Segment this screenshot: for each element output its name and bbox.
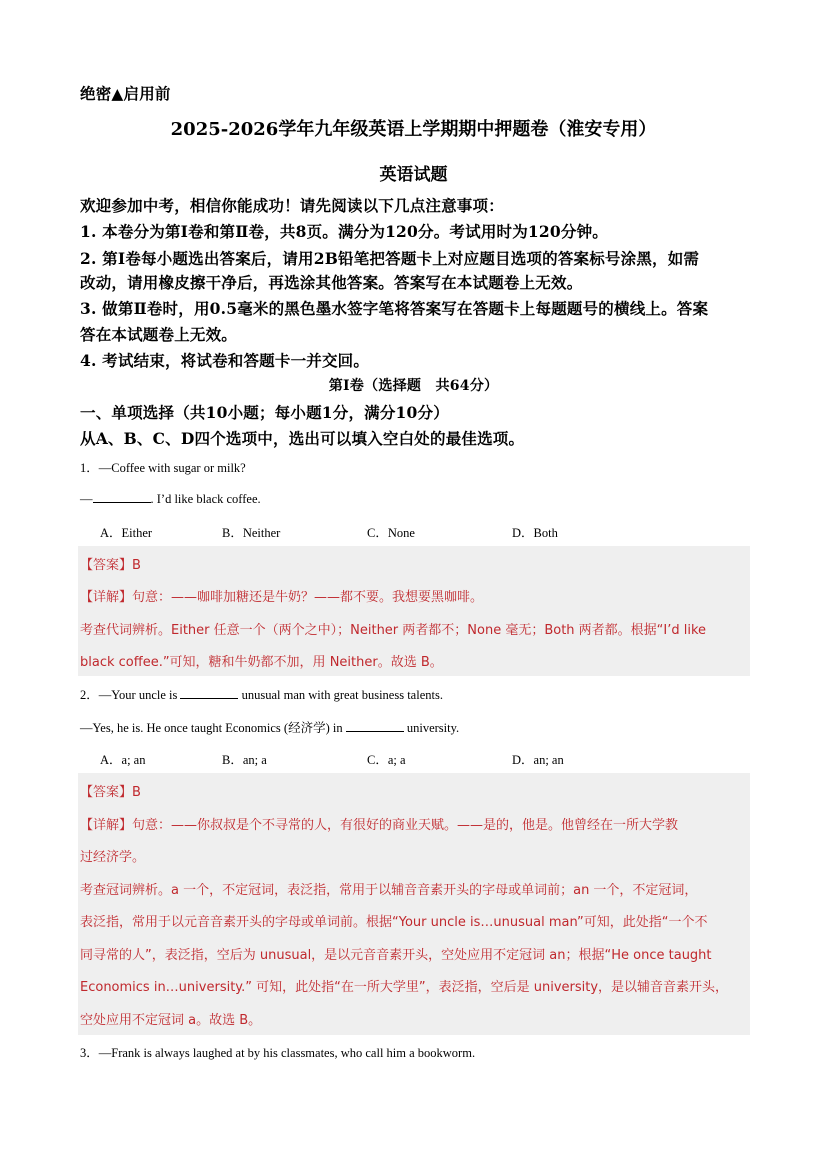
q2-line2-pre: —Yes, he is. He once taught Economics (经济学) in: [80, 721, 346, 735]
q2-explanation-2: 表泛指，常用于以元音音素开头的字母或单词前。根据“Your uncle is…unusual man”可知，此处指“一个不: [80, 915, 708, 930]
note-2b: 改动，请用橡皮擦干净后，再选涂其他答案。答案写在本试题卷上无效。: [80, 273, 583, 292]
q1-detail: 【详解】句意：——咖啡加糖还是牛奶？——都不要。我想要黑咖啡。: [80, 590, 484, 605]
section-instruction: 从A、B、C、D四个选项中，选出可以填入空白处的最佳选项。: [80, 429, 525, 448]
q2-detail-1: 【详解】句意：——你叔叔是个不寻常的人，有很好的商业天赋。——是的，他是。他曾经在一所大学教: [80, 818, 679, 833]
note-3b: 答在本试题卷上无效。: [80, 325, 238, 344]
q2-line1-pre: 2．—Your uncle is: [80, 688, 181, 702]
q1-line1: 1．—Coffee with sugar or milk?: [80, 461, 246, 475]
exam-title: 2025-2026学年九年级英语上学期期中押题卷（淮安专用）: [170, 119, 657, 140]
q2-answer-block: [78, 773, 750, 1035]
q1-line2-post: . I’d like black coffee.: [150, 492, 261, 506]
q2-option-a: A．a; an: [100, 753, 146, 767]
q1-option-b: B．Neither: [222, 526, 281, 540]
q1-option-c: C．None: [367, 526, 415, 540]
notes-intro: 欢迎参加中考，相信你能成功！请先阅读以下几点注意事项：: [80, 196, 504, 215]
q2-explanation-1: 考查冠词辨析。a 一个，不定冠词，表泛指，常用于以辅音音素开头的字母或单词前；an 一个，不定冠词，: [80, 883, 698, 898]
q2-answer: 【答案】B: [80, 785, 141, 800]
part-heading: 第Ⅰ卷（选择题 共64分）: [328, 378, 499, 394]
q2-blank-1: [180, 686, 238, 699]
q2-line2-post: university.: [403, 721, 460, 735]
q2-explanation-3: 同寻常的人”，表泛指，空后为 unusual，是以元音音素开头，空处应用不定冠词 an；根据“He once taught: [80, 948, 712, 963]
q1-option-d: D．Both: [512, 526, 558, 540]
note-4: 4. 考试结束，将试卷和答题卡一并交回。: [80, 351, 370, 370]
note-1: 1. 本卷分为第Ⅰ卷和第Ⅱ卷，共8页。满分为120分。考试用时为120分钟。: [80, 222, 608, 241]
q1-answer: 【答案】B: [80, 558, 141, 573]
q1-line2-pre: —: [80, 492, 93, 506]
q1-explanation-1: 考查代词辨析。Either 任意一个（两个之中）；Neither 两者都不；None 毫无；Both 两者都。根据“I’d like: [80, 623, 707, 638]
note-2a: 2. 第Ⅰ卷每小题选出答案后，请用2B铅笔把答题卡上对应题目选项的答案标号涂黑，如需: [80, 249, 700, 268]
q2-line1: [80, 685, 443, 703]
q1-blank: [93, 490, 151, 503]
q2-explanation-4: Economics in…university.” 可知，此处指“在一所大学里”，表泛指，空后是 university，是以辅音音素开头，: [80, 980, 729, 995]
exam-subtitle: 英语试题: [379, 165, 448, 185]
q1-option-a: A．Either: [100, 526, 153, 540]
confidential-label: 绝密▲启用前: [80, 84, 171, 103]
q2-option-c: C．a; a: [367, 753, 406, 767]
q2-explanation-5: 空处应用不定冠词 a。故选 B。: [80, 1013, 262, 1028]
q2-line1-post: unusual man with great business talents.: [238, 688, 443, 702]
q1-answer-block: [78, 546, 750, 676]
q3-line1: 3．—Frank is always laughed at by his classmates, who call him a bookworm.: [80, 1046, 476, 1060]
q2-option-d: D．an; an: [512, 753, 564, 767]
section-heading: 一、单项选择（共10小题；每小题1分，满分10分）: [80, 403, 449, 422]
q2-option-b: B．an; a: [222, 753, 267, 767]
q2-blank-2: [346, 719, 404, 732]
q1-explanation-2: black coffee.”可知，糖和牛奶都不加，用 Neither。故选 B。: [80, 655, 443, 670]
note-3a: 3. 做第Ⅱ卷时，用0.5毫米的黑色墨水签字笔将答案写在答题卡上每题题号的横线上。答案: [80, 299, 709, 318]
q2-line2: [80, 718, 459, 736]
q1-line2: [80, 490, 261, 507]
q2-detail-2: 过经济学。: [80, 850, 146, 865]
